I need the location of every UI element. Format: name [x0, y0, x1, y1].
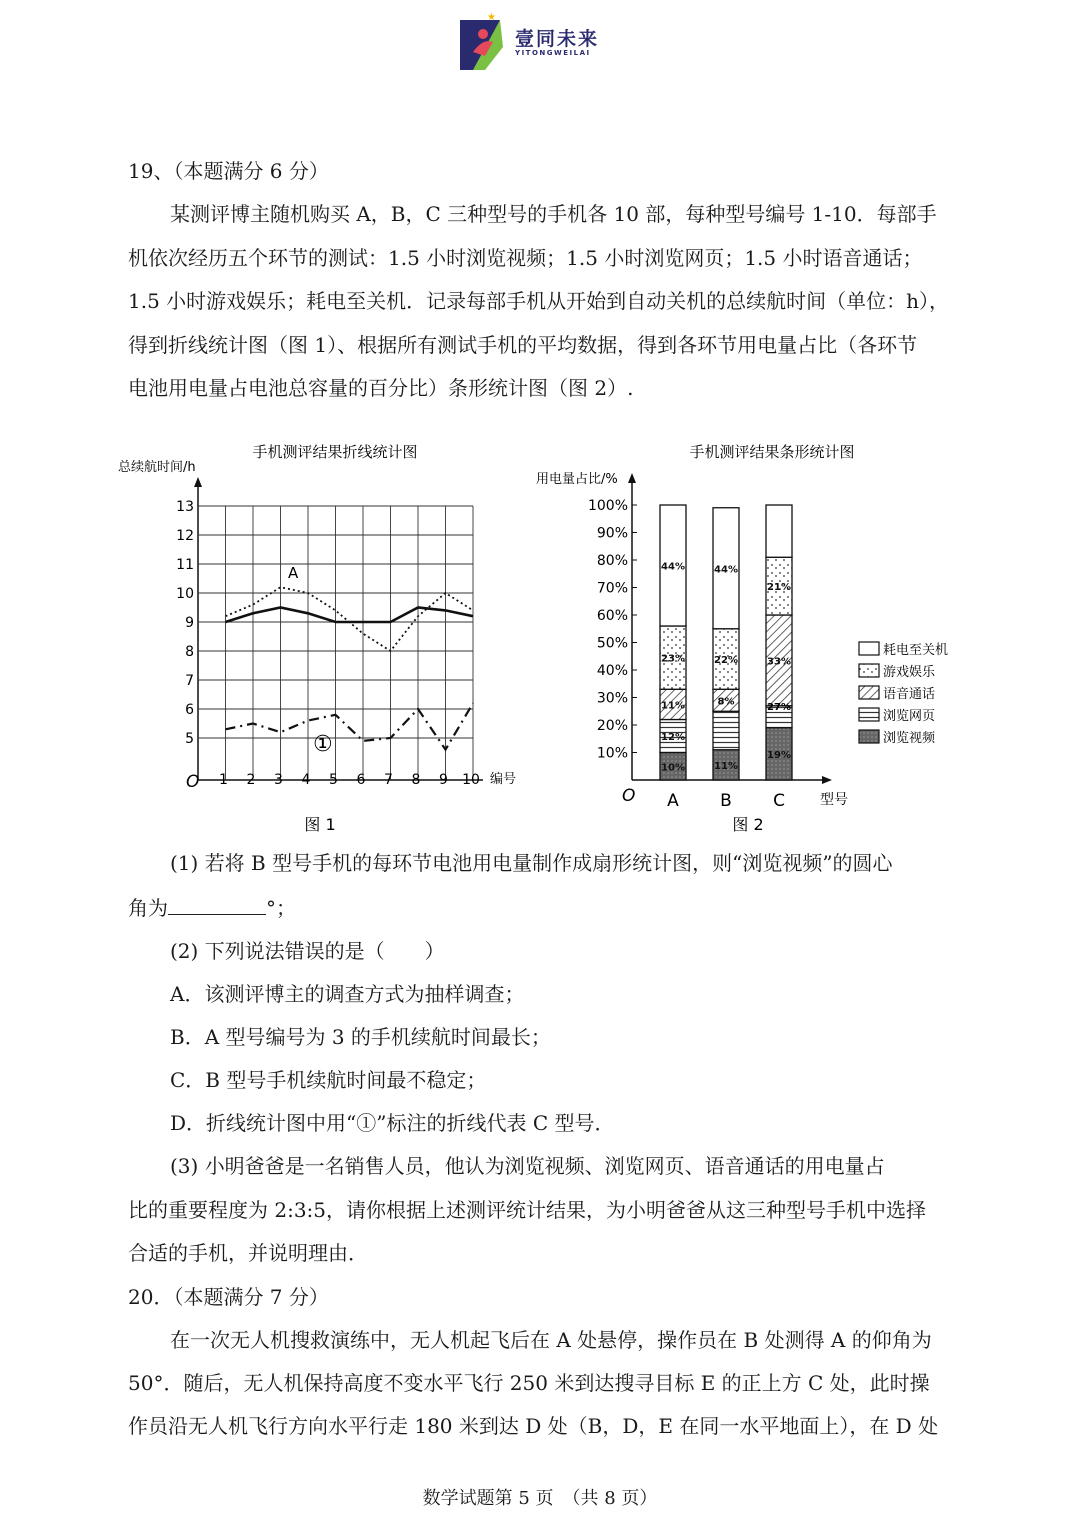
q19-sub1-suffix: °；	[266, 896, 296, 920]
fig2-legend-label: 耗电至关机	[883, 643, 949, 658]
logo-name: 壹同未来	[515, 28, 600, 50]
q19-sub3-line-3: 合适的手机，并说明理由．	[128, 1241, 368, 1265]
fig2-y-tick-label: 40%	[596, 663, 628, 679]
logo-subtitle: YITONGWEILAI	[515, 49, 591, 57]
fig1-x-tick-label: 5	[329, 772, 338, 788]
fig1-y-tick-label: 12	[176, 528, 194, 544]
fig1-y-tick-label: 6	[185, 702, 194, 718]
fig2-data-label: 33%	[767, 656, 791, 668]
fig1-x-tick-label: 2	[246, 772, 256, 788]
q19-line-2: 机依次经历五个环节的测试：1.5 小时浏览视频；1.5 小时浏览网页；1.5 小时语音通话；	[128, 246, 923, 270]
fig2-category-label: A	[667, 791, 679, 811]
q19-line-1: 某测评博主随机购买 A，B，C 三种型号的手机各 10 部，每种型号编号 1-10．每部手	[170, 202, 937, 226]
fig2-data-label: 19%	[767, 749, 791, 761]
fig2-y-tick-label: 10%	[596, 745, 628, 762]
fig1-series-B	[226, 608, 474, 623]
fig2-origin: O	[622, 786, 636, 806]
fig1-xlabel: 编号	[490, 772, 517, 787]
fig2-data-label: 23%	[661, 653, 685, 665]
fig1-y-tick-label: 11	[176, 557, 194, 573]
fig2-title: 手机测评结果条形统计图	[689, 443, 855, 461]
page-footer: 数学试题第 5 页 （共 8 页）	[422, 1488, 658, 1509]
fig2-y-tick-label: 100%	[587, 498, 628, 514]
q19-sub3-line-1: (3) 小明爸爸是一名销售人员，他认为浏览视频、浏览网页、语音通话的用电量占	[170, 1154, 885, 1178]
fig2-y-arrow	[628, 473, 636, 483]
q19-line-4: 得到折线统计图（图 1）、根据所有测试手机的平均数据，得到各环节用电量占比（各环节	[128, 333, 918, 357]
fig1-x-tick-label: 3	[274, 772, 283, 788]
fig2-data-label: 8%	[717, 696, 735, 708]
fig2-bar-C-耗电至关机	[766, 505, 792, 557]
q19-line-5: 电池用电量占电池总容量的百分比）条形统计图（图 2）.	[128, 376, 634, 400]
fig2-data-label: 11%	[714, 760, 738, 772]
fig2-legend-swatch	[859, 642, 879, 655]
fig2-legend-label: 语音通话	[883, 687, 936, 702]
q19-sub1-prefix: 角为	[128, 896, 168, 920]
fig2-data-label: 22%	[714, 655, 738, 666]
fig2-data-label: 12%	[661, 732, 685, 743]
fig1-y-tick-label: 7	[185, 673, 194, 689]
fig2-data-label: 44%	[661, 561, 685, 573]
fig1-x-tick-label: 4	[301, 772, 311, 788]
fig2-legend-swatch	[859, 664, 879, 677]
fig1-y-tick-label: 13	[176, 499, 194, 515]
fig1-y-tick-label: 8	[185, 644, 194, 660]
fig2-legend-swatch	[859, 708, 879, 721]
fig2-y-tick-label: 80%	[596, 553, 628, 569]
q19-sub3-line-2: 比的重要程度为 2:3:5，请你根据上述测评统计结果，为小明爸爸从这三种型号手机中选择	[128, 1198, 927, 1222]
fig2-legend-swatch	[859, 686, 879, 699]
fig2-category-label: C	[773, 791, 785, 811]
fig1-series-A	[226, 587, 474, 651]
fig2-x-arrow	[822, 776, 832, 784]
q19-option-b: B．A 型号编号为 3 的手机续航时间最长；	[170, 1025, 551, 1049]
fig2-legend-label: 浏览视频	[883, 731, 936, 746]
q20-line-1: 在一次无人机搜救演练中，无人机起飞后在 A 处悬停，操作员在 B 处测得 A 的仰角为	[170, 1328, 932, 1352]
fig1-title: 手机测评结果折线统计图	[252, 443, 418, 461]
fig2-data-label: 21%	[767, 582, 791, 594]
fig1-series-C	[226, 703, 474, 749]
fig2-y-tick-label: 60%	[596, 608, 628, 624]
fig2-xlabel: 型号	[820, 792, 848, 808]
fig1-y-tick-label: 10	[176, 586, 194, 602]
q19-heading: 19、（本题满分 6 分）	[128, 159, 329, 183]
svg-text:★: ★	[487, 12, 496, 23]
fig1-y-arrow	[194, 477, 202, 487]
fig2-data-label: 44%	[714, 564, 738, 576]
fig2-legend-swatch	[859, 730, 879, 743]
fig1-y-tick-label: 5	[185, 731, 194, 747]
fig2-data-label: 27%	[767, 701, 791, 713]
fig2-y-tick-label: 50%	[596, 635, 628, 652]
q19-line-3: 1.5 小时游戏娱乐；耗电至关机．记录每部手机从开始到自动关机的总续航时间（单位：h），	[128, 289, 950, 313]
figure-2-bar-chart	[530, 435, 980, 845]
answer-blank[interactable]	[168, 894, 266, 915]
fig1-annotation-circled: ①	[313, 732, 333, 757]
fig2-y-tick-label: 90%	[596, 525, 628, 542]
fig1-x-tick-label: 10	[462, 772, 480, 788]
q19-sub1-line-1: (1) 若将 B 型号手机的每环节电池用电量制作成扇形统计图，则“浏览视频”的圆心	[170, 851, 893, 875]
q19-sub1-line-2	[128, 894, 296, 922]
fig2-bar-B-浏览网页	[713, 711, 739, 750]
fig2-y-tick-label: 20%	[596, 718, 628, 734]
fig2-data-label: 11%	[661, 700, 685, 712]
q20-line-3: 作员沿无人机飞行方向水平行走 180 米到达 D 处（B，D，E 在同一水平地面上），在 D 处	[128, 1414, 939, 1438]
fig2-category-label: B	[720, 791, 732, 811]
fig1-x-tick-label: 6	[356, 772, 366, 788]
q19-option-d: D．折线统计图中用“①”标注的折线代表 C 型号．	[170, 1111, 615, 1135]
fig1-x-tick-label: 8	[411, 772, 421, 788]
q19-sub2: (2) 下列说法错误的是（ ）	[170, 939, 445, 963]
q19-option-c: C．B 型号手机续航时间最不稳定；	[170, 1068, 487, 1092]
fig1-y-tick-label: 9	[185, 615, 194, 631]
fig1-annotation-a: A	[288, 564, 299, 582]
q19-option-a: A．该测评博主的调查方式为抽样调查；	[170, 982, 525, 1006]
fig1-origin: O	[186, 772, 200, 792]
fig2-legend-label: 游戏娱乐	[883, 665, 936, 680]
q20-heading: 20．（本题满分 7 分）	[128, 1285, 329, 1309]
figure-1-line-chart	[110, 435, 540, 845]
fig1-x-tick-label: 7	[384, 772, 393, 788]
q20-line-2: 50°．随后，无人机保持高度不变水平飞行 250 米到达搜寻目标 E 的正上方 C 处，此时操	[128, 1371, 930, 1395]
fig1-x-tick-label: 9	[439, 772, 448, 788]
fig2-y-tick-label: 30%	[596, 690, 628, 707]
fig1-caption: 图 1	[304, 815, 336, 834]
fig2-ylabel: 用电量占比/%	[536, 472, 618, 487]
fig2-y-tick-label: 70%	[596, 580, 628, 597]
fig2-caption: 图 2	[732, 815, 764, 834]
fig1-x-tick-label: 1	[219, 772, 228, 788]
fig2-legend-label: 浏览网页	[883, 709, 936, 724]
fig1-ylabel: 总续航时间/h	[118, 460, 196, 475]
fig2-data-label: 10%	[661, 762, 685, 774]
